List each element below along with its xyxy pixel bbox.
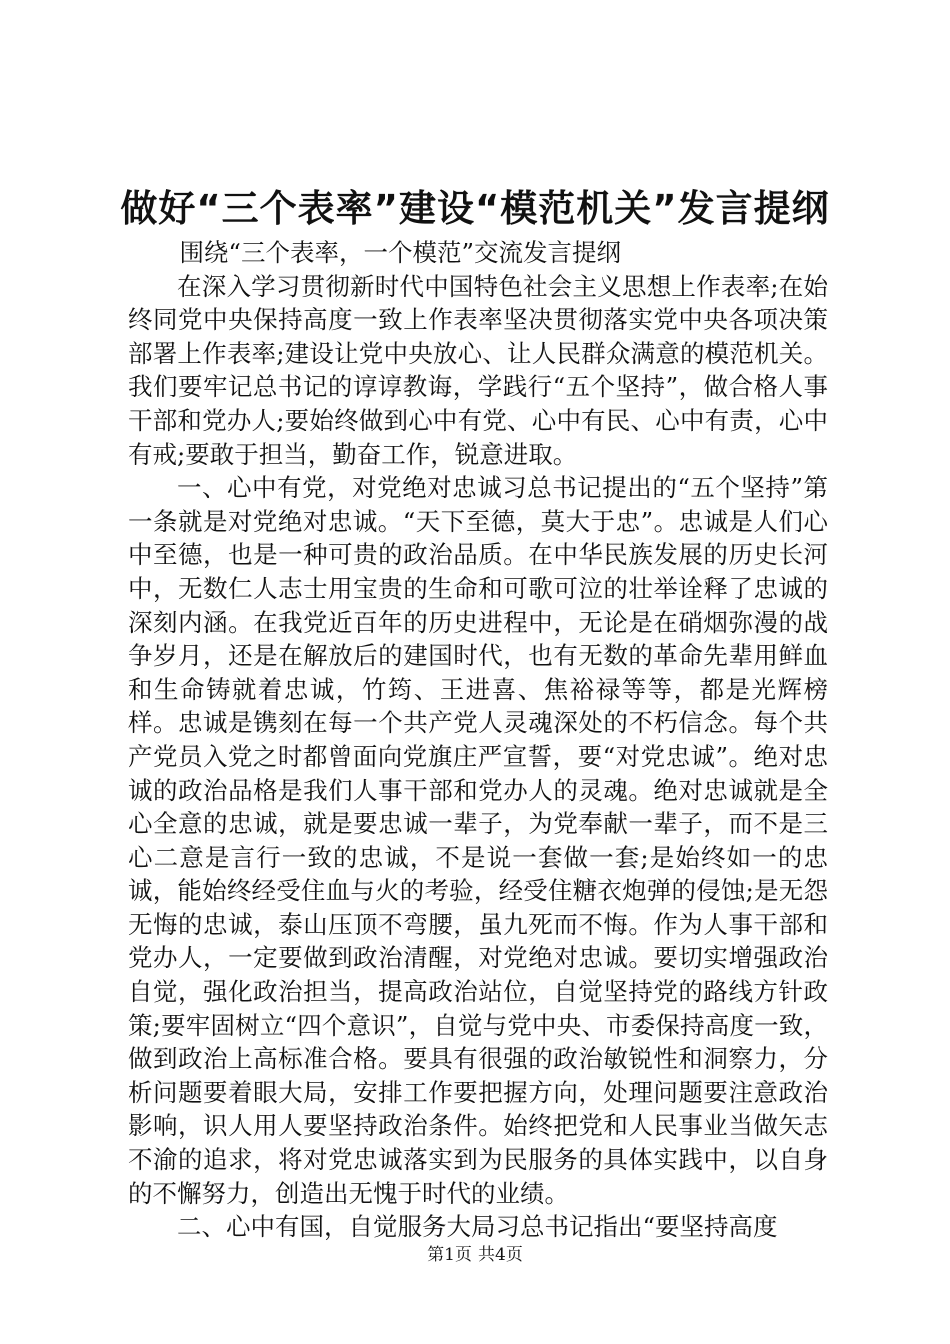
page-title: 做好“三个表率”建设“模范机关”发言提纲 [120, 187, 830, 230]
page-footer [0, 1243, 950, 1267]
section-one-paragraph: 一、心中有党，对党绝对忠诚习总书记提出的“五个坚持”第一条就是对党绝对忠诚。“天下至德，莫大于忠”。忠诚是人们心中至德，也是一种可贵的政治品质。在中华民族发展的历史长河中，无数仁人志士用宝贵的生命和可歌可泣的壮举诠释了忠诚的深刻内涵。在我党近百年的历史进程中，无论是在硝烟弥漫的战争岁月，还是在解放后的建国时代，也有无数的革命先辈用鲜血和生命铸就着忠诚，竹筠、王进喜、焦裕禄等等，都是光辉榜样。忠诚是镌刻在每一个共产党人灵魂深处的不朽信念。每个共产党员入党之时都曾面向党旗庄严宣誓，要“对党忠诚”。绝对忠诚的政治品格是我们人事干部和党办人的灵魂。绝对忠诚就是全心全意的忠诚，就是要忠诚一辈子，为党奉献一辈子，而不是三心二意是言行一致的忠诚，不是说一套做一套;是始终如一的忠诚，能始终经受住血与火的考验，经受住糖衣炮弹的侵蚀;是无怨无悔的忠诚，泰山压顶不弯腰，虽九死而不悔。作为人事干部和党办人，一定要做到政治清醒，对党绝对忠诚。要切实增强政治自觉，强化政治担当，提高政治站位，自觉坚持党的路线方针政策;要牢固树立“四个意识”，自觉与党中央、市委保持高度一致，做到政治上高标准合格。要具有很强的政治敏锐性和洞察力，分析问题要着眼大局，安排工作要把握方向，处理问题要注意政治影响，识人用人要坚持政治条件。始终把党和人民事业当做矢志不渝的追求，将对党忠诚落实到为民服务的具体实践中，以自身的不懈努力，创造出无愧于时代的业绩。 [128, 473, 828, 1208]
intro-paragraph: 在深入学习贯彻新时代中国特色社会主义思想上作表率;在始终同党中央保持高度一致上作表率坚决贯彻落实党中央各项决策部署上作表率;建设让党中央放心、让人民群众满意的模范机关。我们要牢记总书记的谆谆教诲，学践行“五个坚持”，做合格人事干部和党办人;要始终做到心中有党、心中有民、心中有责，心中有戒;要敢于担当，勤奋工作，锐意进取。 [128, 271, 828, 469]
page-number: 第1页 [427, 1245, 472, 1265]
page-total: 共4页 [478, 1245, 523, 1265]
document-body [128, 236, 828, 1244]
section-two-paragraph: 二、心中有国，自觉服务大局习总书记指出“要坚持高度 [177, 1212, 778, 1242]
subtitle-paragraph: 围绕“三个表率，一个模范”交流发言提纲 [179, 238, 621, 267]
